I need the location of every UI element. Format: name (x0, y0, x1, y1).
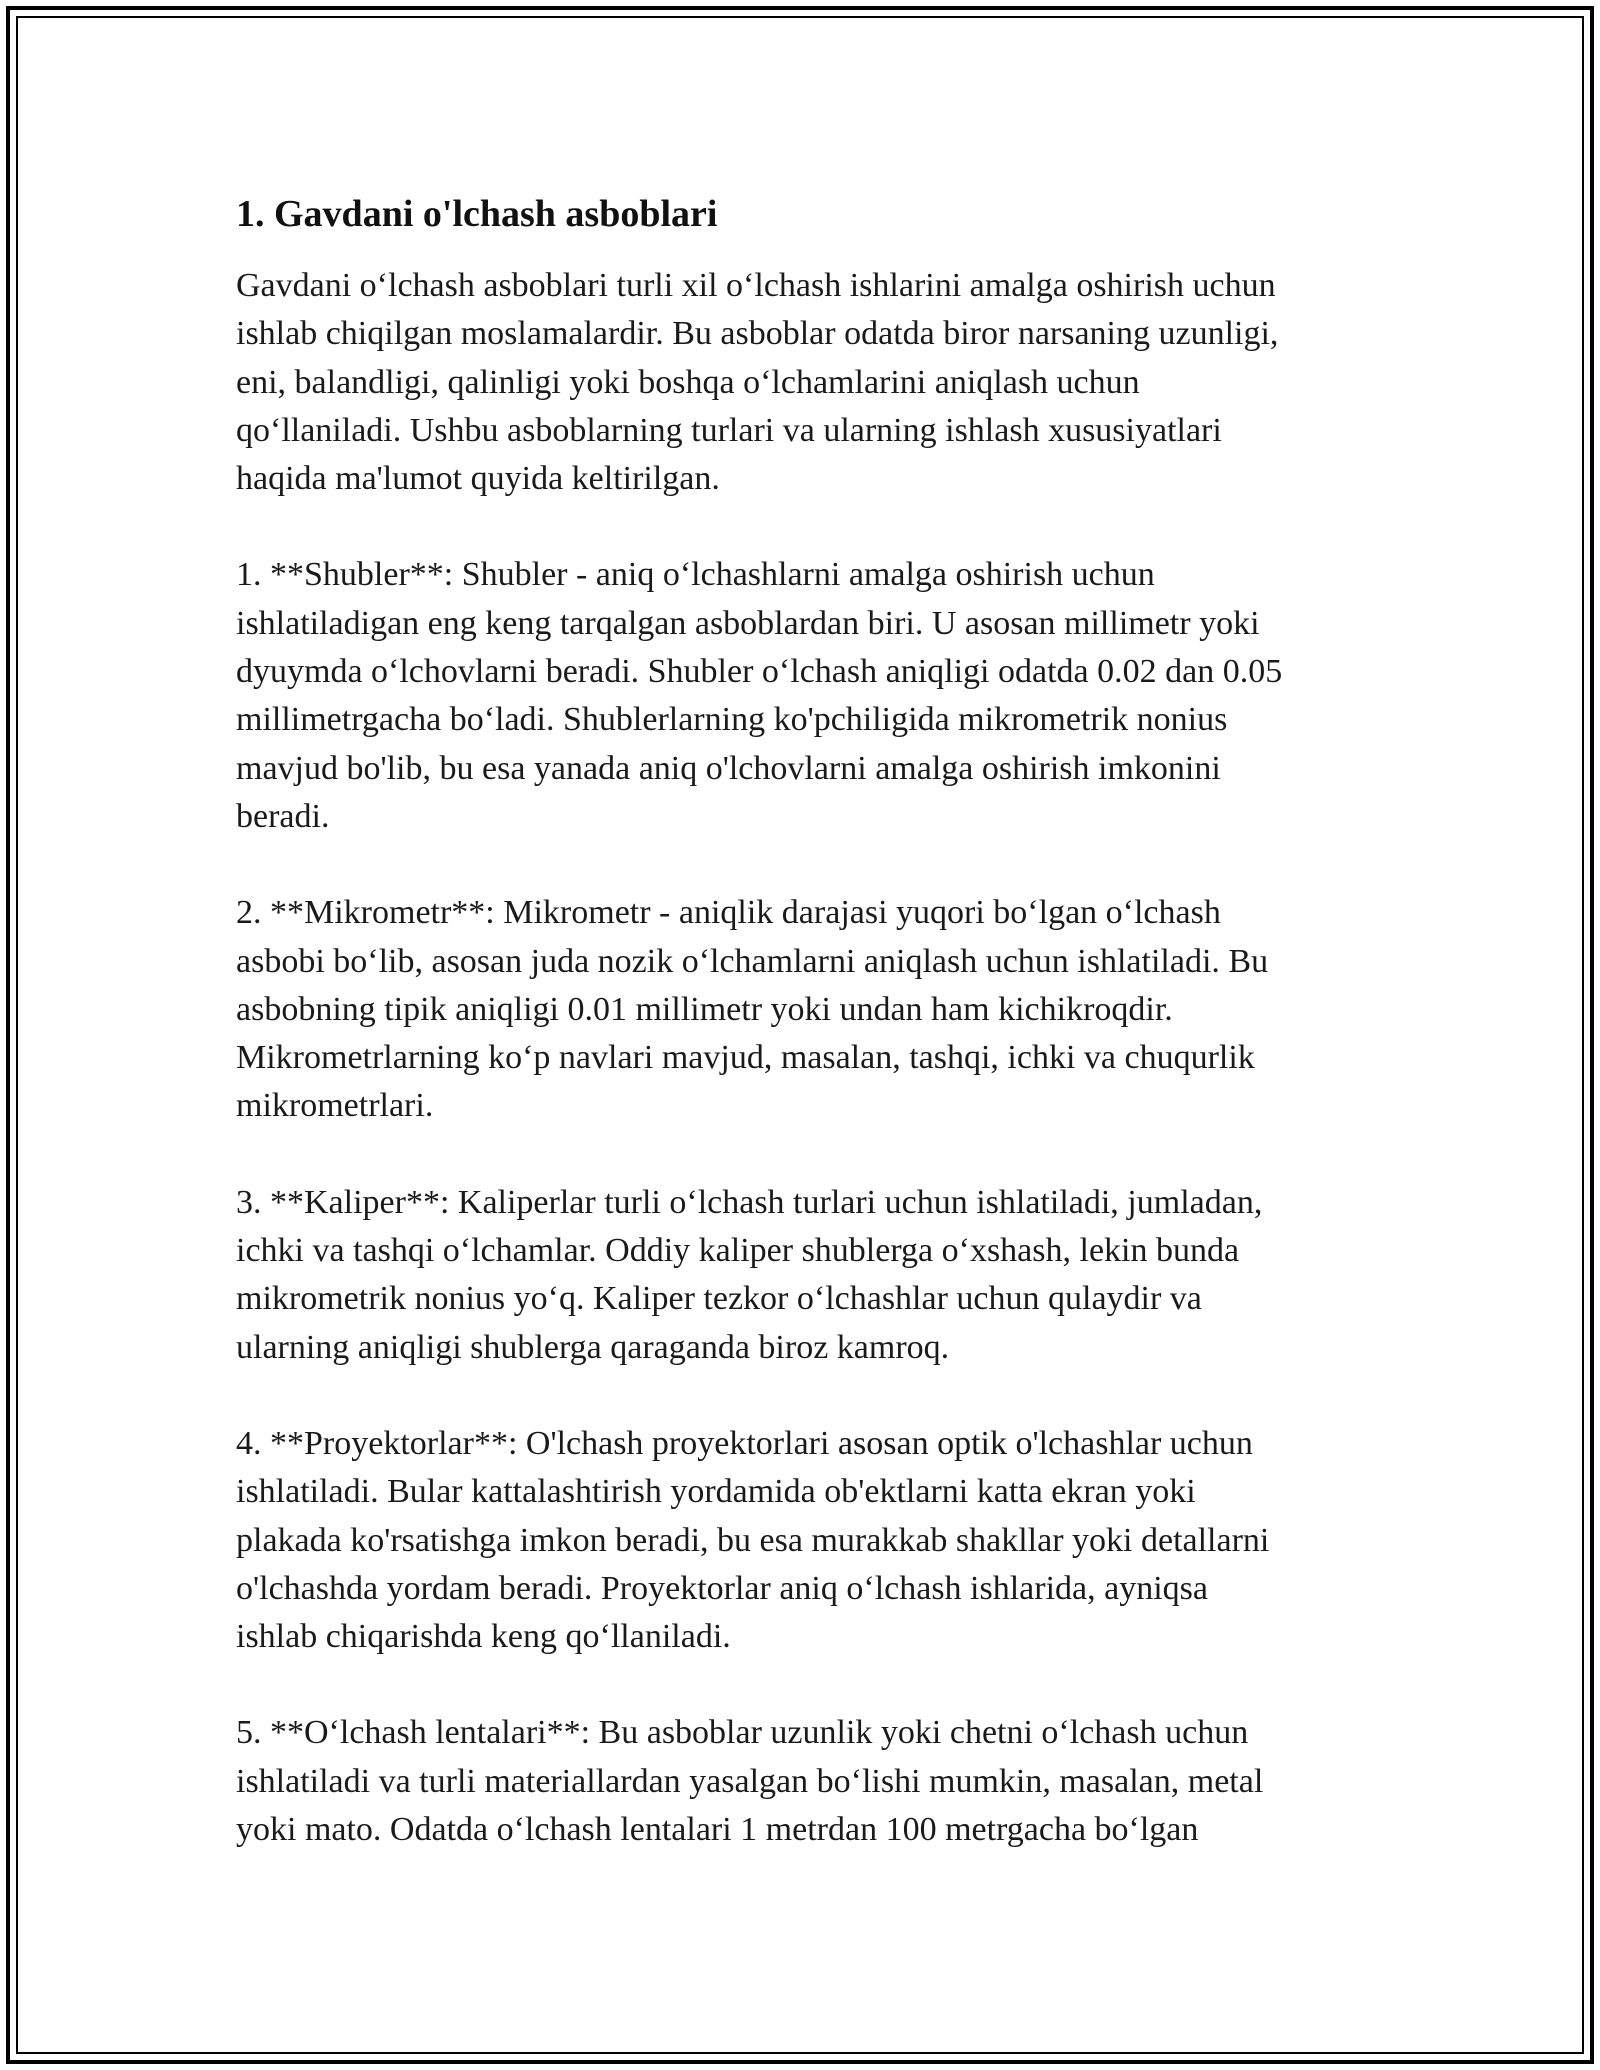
paragraph-line: 1. **Shubler**: Shubler - aniq o‘lchashlarni amalga oshirish uchun (236, 556, 1155, 594)
olchash-lentalari-paragraph (236, 1709, 1376, 1854)
paragraph-line: millimetrgacha bo‘ladi. Shublerlarning ko'pchiligida mikrometrik nonius (236, 701, 1228, 739)
paragraph-line: haqida ma'lumot quyida keltirilgan. (236, 460, 720, 498)
paragraph-line: 5. **O‘lchash lentalari**: Bu asboblar uzunlik yoki chetni o‘lchash uchun (236, 1714, 1249, 1752)
paragraph-line: ishlab chiqarishda keng qo‘llaniladi. (236, 1618, 731, 1656)
paragraph-line: mavjud bo'lib, bu esa yanada aniq o'lchovlarni amalga oshirish imkonini (236, 749, 1221, 787)
paragraph-line: ichki va tashqi o‘lchamlar. Oddiy kaliper shublerga o‘xshash, lekin bunda (236, 1232, 1240, 1270)
paragraph-line: eni, balandligi, qalinligi yoki boshqa o‘lchamlarini aniqlash uchun (236, 363, 1140, 401)
paragraph-line: Mikrometrlarning ko‘p navlari mavjud, masalan, tashqi, ichki va chuqurlik (236, 1039, 1255, 1077)
page-title: 1. Gavdani o'lchash asboblari (236, 193, 718, 235)
paragraph-line: 2. **Mikrometr**: Mikrometr - aniqlik darajasi yuqori bo‘lgan o‘lchash (236, 894, 1221, 932)
paragraph-line: asbobning tipik aniqligi 0.01 millimetr yoki undan ham kichikroqdir. (236, 990, 1173, 1028)
document-body (236, 186, 1376, 1902)
kaliper-paragraph (236, 1179, 1376, 1372)
paragraph-line: ishlab chiqilgan moslamalardir. Bu asboblar odatda biror narsaning uzunligi, (236, 315, 1279, 353)
paragraph-line: yoki mato. Odatda o‘lchash lentalari 1 metrdan 100 metrgacha bo‘lgan (236, 1811, 1199, 1849)
paragraph-line: mikrometrlari. (236, 1087, 434, 1125)
paragraph-line: mikrometrik nonius yo‘q. Kaliper tezkor o‘lchashlar uchun qulaydir va (236, 1280, 1202, 1318)
paragraph-line: qo‘llaniladi. Ushbu asboblarning turlari va ularning ishlash xususiyatlari (236, 411, 1222, 449)
paragraph-line: ishlatiladi va turli materiallardan yasalgan bo‘lishi mumkin, masalan, metal (236, 1762, 1264, 1800)
paragraph-line: ishlatiladi. Bular kattalashtirish yordamida ob'ektlarni katta ekran yoki (236, 1473, 1196, 1511)
shubler-paragraph (236, 551, 1376, 841)
paragraph-line: dyuymda o‘lchovlarni beradi. Shubler o‘lchash aniqligi odatda 0.02 dan 0.05 (236, 653, 1283, 691)
paragraph-line: 4. **Proyektorlar**: O'lchash proyektorlari asosan optik o'lchashlar uchun (236, 1424, 1253, 1462)
paragraph-line: beradi. (236, 797, 330, 835)
paragraph-line: plakada ko'rsatishga imkon beradi, bu esa murakkab shakllar yoki detallarni (236, 1521, 1270, 1559)
mikrometr-paragraph (236, 889, 1376, 1130)
paragraph-line: ishlatiladigan eng keng tarqalgan asboblardan biri. U asosan millimetr yoki (236, 604, 1260, 642)
paragraph-line: asbobi bo‘lib, asosan juda nozik o‘lchamlarni aniqlash uchun ishlatiladi. Bu (236, 942, 1269, 980)
proyektorlar-paragraph (236, 1420, 1376, 1661)
intro-paragraph (236, 262, 1376, 503)
paragraph-line: ularning aniqligi shublerga qaraganda biroz kamroq. (236, 1328, 950, 1366)
paragraph-line: o'lchashda yordam beradi. Proyektorlar aniq o‘lchash ishlarida, ayniqsa (236, 1569, 1208, 1607)
paragraph-line: Gavdani o‘lchash asboblari turli xil o‘lchash ishlarini amalga oshirish uchun (236, 267, 1276, 304)
paragraph-line: 3. **Kaliper**: Kaliperlar turli o‘lchash turlari uchun ishlatiladi, jumladan, (236, 1183, 1263, 1221)
